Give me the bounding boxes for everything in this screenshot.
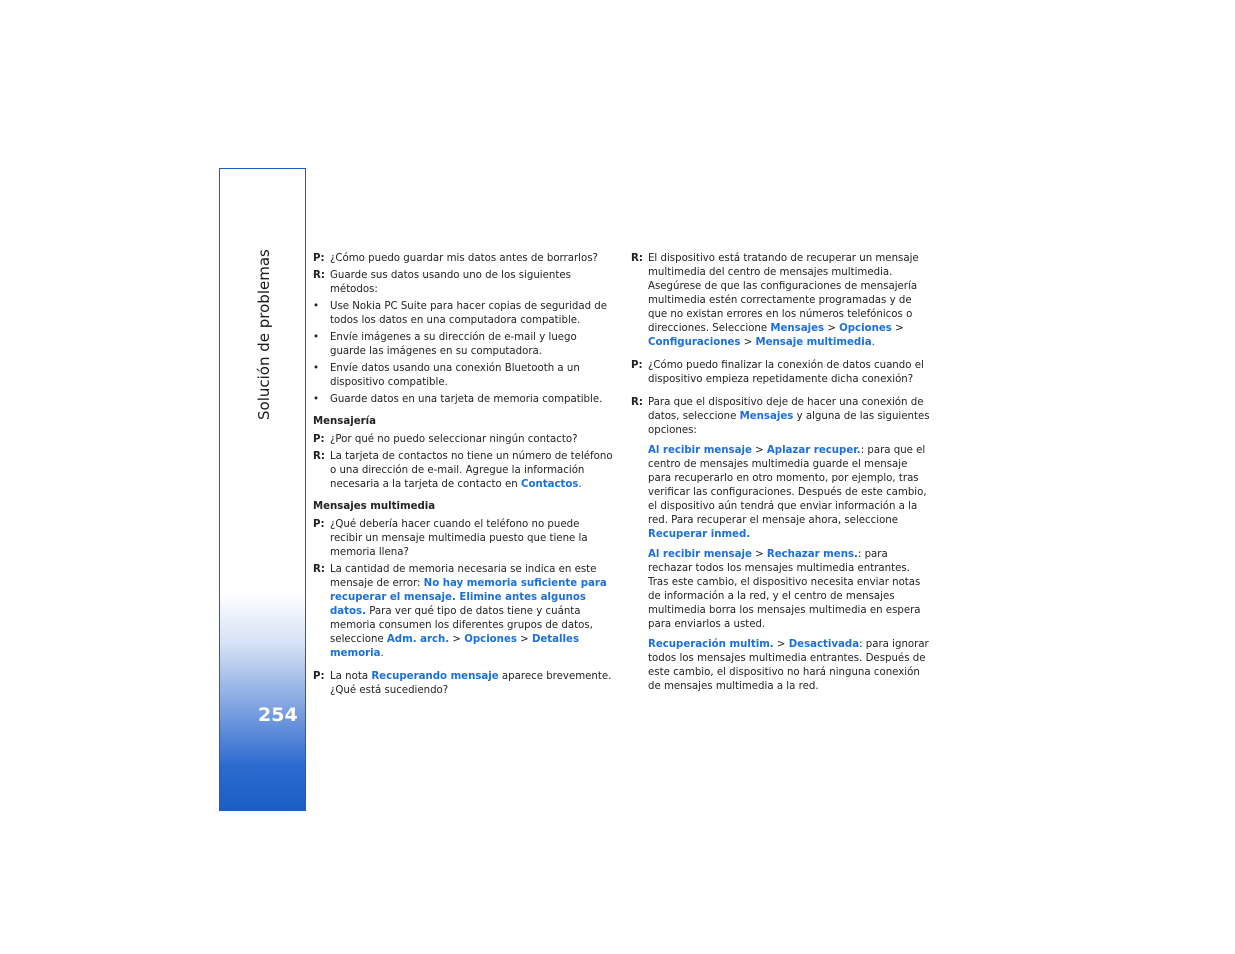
list-item (313, 362, 613, 390)
answer (313, 269, 613, 297)
answer-text: Guarde sus datos usando uno de los siguientes métodos: (330, 270, 571, 295)
answer-text-end: . (380, 648, 384, 659)
list-item-text: Use Nokia PC Suite para hacer copias de seguridad de todos los datos en una computadora compatible. (330, 301, 608, 326)
menu-link-mensajes: Mensajes (739, 411, 794, 422)
answer-text-part: y alguna de las siguientes opciones: (648, 411, 930, 436)
answer-text-part: Para que el dispositivo deje de hacer una conexión de datos, seleccione (648, 397, 924, 422)
menu-separator: > (824, 323, 840, 334)
answer-text (330, 450, 613, 492)
note-text-recuperando: Recuperando mensaje (371, 671, 499, 682)
answer-text-end: . (578, 479, 582, 490)
answer-tag: R: (313, 270, 325, 281)
bullet-icon: • (313, 332, 320, 343)
option-recuperar-inmed: Recuperar inmed. (648, 529, 751, 540)
question (631, 359, 933, 387)
question (313, 670, 613, 698)
option-paragraph (648, 548, 933, 632)
answer-text (330, 563, 613, 661)
option-aplazar-recuper: Aplazar recuper. (766, 445, 861, 456)
menu-separator: > (751, 549, 767, 560)
answer-text-part: La tarjeta de contactos no tiene un número de teléfono o una dirección de e-mail. Agregue la información necesaria a la tarjeta de contacto en (330, 451, 613, 490)
option-paragraph (648, 444, 933, 542)
option-al-recibir-mensaje: Al recibir mensaje (648, 445, 752, 456)
bullet-icon: • (313, 363, 320, 374)
menu-link-mensajes: Mensajes (770, 323, 825, 334)
question (313, 518, 613, 560)
question-text: ¿Cómo puedo guardar mis datos antes de borrarlos? (330, 253, 598, 264)
section-title: Solución de problemas (255, 249, 273, 420)
menu-separator: > (891, 323, 904, 334)
menu-separator: > (773, 639, 789, 650)
answer-text-end: . (871, 337, 875, 348)
answer-text-part: El dispositivo está tratando de recuperar un mensaje multimedia del centro de mensajes multimedia. Asegúrese de que las configuraciones de mensajería multimedia estén correctamente programadas y de que no existan errores en los números telefónicos o direcciones. Seleccione (648, 253, 919, 334)
question-tag: P: (313, 671, 325, 682)
menu-link-contactos: Contactos (520, 479, 579, 490)
left-column (313, 252, 613, 701)
list-item (313, 393, 613, 407)
question-text: ¿Cómo puedo finalizar la conexión de datos cuando el dispositivo empieza repetidamente dicha conexión? (648, 360, 924, 385)
answer (313, 563, 613, 661)
page-number: 254 (258, 704, 298, 726)
list-item-text: Envíe datos usando una conexión Bluetooth a un dispositivo compatible. (330, 363, 580, 388)
bullet-icon: • (313, 394, 320, 405)
option-paragraph (648, 638, 933, 694)
menu-separator: > (516, 634, 532, 645)
subsection-heading: Mensajes multimedia (313, 501, 436, 512)
menu-link-detalles-memoria: Detalles memoria (330, 634, 580, 659)
menu-link-adm-arch: Adm. arch. (386, 634, 450, 645)
menu-link-opciones: Opciones (464, 634, 517, 645)
menu-link-opciones: Opciones (839, 323, 892, 334)
answer-tag: R: (313, 564, 325, 575)
option-description: : para rechazar todos los mensajes multimedia entrantes. Tras este cambio, el dispositivo necesita enviar notas de información a la red, y el centro de mensajes multimedia borra los mensajes multimedia en espera para enviarlos a usted. (648, 549, 921, 630)
option-rechazar-mens: Rechazar mens. (766, 549, 858, 560)
question-text: ¿Por qué no puedo seleccionar ningún contacto? (330, 434, 578, 445)
option-description: : para ignorar todos los mensajes multimedia entrantes. Después de este cambio, el dispositivo no hará ninguna conexión de mensajes multimedia a la red. (648, 639, 929, 692)
menu-separator: > (751, 445, 767, 456)
question (313, 252, 613, 266)
bullet-icon: • (313, 301, 320, 312)
right-column (631, 252, 933, 700)
menu-link-mensaje-multimedia: Mensaje multimedia (755, 337, 872, 348)
option-desactivada: Desactivada (788, 639, 860, 650)
answer-tag: R: (631, 253, 643, 264)
answer (313, 450, 613, 492)
question (313, 433, 613, 447)
question-text: ¿Qué debería hacer cuando el teléfono no puede recibir un mensaje multimedia puesto que tiene la memoria llena? (330, 519, 588, 558)
menu-link-configuraciones: Configuraciones (648, 337, 741, 348)
option-al-recibir-mensaje: Al recibir mensaje (648, 549, 752, 560)
answer (631, 252, 933, 350)
list-item-text: Envíe imágenes a su dirección de e-mail y luego guarde las imágenes en su computadora. (330, 332, 577, 357)
answer-text-part: La cantidad de memoria necesaria se indica en este mensaje de error: (330, 564, 597, 589)
question-text-part: aparece brevemente. ¿Qué está sucediendo? (330, 671, 612, 696)
answer-text (648, 252, 933, 350)
list-item-text: Guarde datos en una tarjeta de memoria compatible. (330, 394, 603, 405)
list-item (313, 331, 613, 359)
option-recuperacion-multim: Recuperación multim. (648, 639, 774, 650)
subsection-heading: Mensajería (313, 416, 377, 427)
list-item (313, 300, 613, 328)
error-message-text: No hay memoria suficiente para recuperar el mensaje. Elimine antes algunos datos. (330, 578, 607, 617)
question-tag: P: (631, 360, 643, 371)
answer-tag: R: (313, 451, 325, 462)
menu-separator: > (740, 337, 756, 348)
answer (631, 396, 933, 438)
menu-separator: > (449, 634, 465, 645)
question-tag: P: (313, 434, 325, 445)
answer-tag: R: (631, 397, 643, 408)
question-tag: P: (313, 253, 325, 264)
option-description: : para que el centro de mensajes multimedia guarde el mensaje para recuperarlo en otro momento, por ejemplo, tras verificar las configuraciones. Después de este cambio, el dispositivo aún tendrá que enviar información a la red. Para recuperar el mensaje ahora, seleccione (648, 445, 927, 526)
question-text-part: La nota (330, 671, 372, 682)
answer-text-part: Para ver qué tipo de datos tiene y cuánta memoria consumen los diferentes grupos de datos, seleccione (330, 606, 593, 645)
answer-text (648, 396, 933, 438)
question-tag: P: (313, 519, 325, 530)
question-text (330, 670, 613, 698)
